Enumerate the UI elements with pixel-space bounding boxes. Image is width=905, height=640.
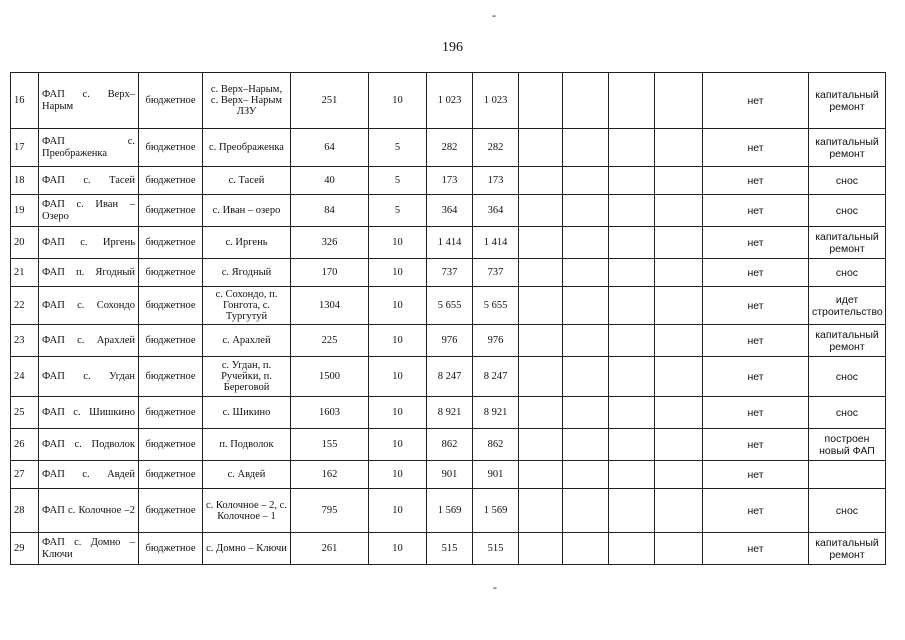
population: 40 [291, 167, 369, 195]
empty-cell [519, 489, 563, 533]
empty-cell [519, 259, 563, 287]
empty-cell [609, 357, 655, 397]
row-number: 28 [11, 489, 39, 533]
empty-cell [563, 357, 609, 397]
ownership-type: бюджетное [139, 489, 203, 533]
empty-cell [563, 195, 609, 227]
facility-name: ФАП п. Ягодный [39, 259, 139, 287]
service-area: с. Сохондо, п. Гонгота, с. Тургутуй [203, 287, 291, 325]
facility-name: ФАП с. Подволок [39, 429, 139, 461]
amount-1: 8 247 [427, 357, 473, 397]
empty-cell [609, 489, 655, 533]
empty-cell [609, 259, 655, 287]
empty-cell [655, 533, 703, 565]
population: 170 [291, 259, 369, 287]
table-row [11, 489, 886, 533]
empty-cell [609, 73, 655, 129]
coverage-value: 10 [369, 533, 427, 565]
amount-2: 976 [473, 325, 519, 357]
empty-cell [563, 325, 609, 357]
service-area: п. Подволок [203, 429, 291, 461]
coverage-value: 10 [369, 461, 427, 489]
empty-cell [563, 287, 609, 325]
service-area: с. Преображенка [203, 129, 291, 167]
empty-cell [609, 325, 655, 357]
amount-2: 364 [473, 195, 519, 227]
planned-action: капитальный ремонт [809, 129, 886, 167]
table-row [11, 533, 886, 565]
status: нет [703, 489, 809, 533]
planned-action: построен новый ФАП [809, 429, 886, 461]
status: нет [703, 227, 809, 259]
facility-name: ФАП с. Тасей [39, 167, 139, 195]
empty-cell [655, 167, 703, 195]
ownership-type: бюджетное [139, 429, 203, 461]
empty-cell [609, 287, 655, 325]
empty-cell [655, 195, 703, 227]
row-number: 16 [11, 73, 39, 129]
table-row [11, 357, 886, 397]
table-row [11, 167, 886, 195]
empty-cell [563, 533, 609, 565]
facility-name: ФАП с. Верх–Нарым [39, 73, 139, 129]
ownership-type: бюджетное [139, 325, 203, 357]
amount-2: 8 921 [473, 397, 519, 429]
bottom-mark: - [493, 580, 497, 594]
population: 251 [291, 73, 369, 129]
planned-action: капитальный ремонт [809, 533, 886, 565]
planned-action: снос [809, 195, 886, 227]
coverage-value: 5 [369, 195, 427, 227]
row-number: 17 [11, 129, 39, 167]
data-table [10, 72, 886, 565]
empty-cell [519, 129, 563, 167]
service-area: с. Шикино [203, 397, 291, 429]
planned-action: снос [809, 259, 886, 287]
empty-cell [563, 259, 609, 287]
coverage-value: 10 [369, 397, 427, 429]
coverage-value: 10 [369, 325, 427, 357]
facility-name: ФАП с. Авдей [39, 461, 139, 489]
amount-1: 862 [427, 429, 473, 461]
empty-cell [519, 195, 563, 227]
empty-cell [563, 429, 609, 461]
facility-name: ФАП с. Преображенка [39, 129, 139, 167]
amount-1: 901 [427, 461, 473, 489]
table-row [11, 429, 886, 461]
population: 162 [291, 461, 369, 489]
page-number: 196 [442, 40, 463, 55]
table-row [11, 325, 886, 357]
table-row [11, 287, 886, 325]
service-area: с. Тасей [203, 167, 291, 195]
empty-cell [655, 489, 703, 533]
empty-cell [519, 73, 563, 129]
status: нет [703, 195, 809, 227]
ownership-type: бюджетное [139, 357, 203, 397]
empty-cell [519, 287, 563, 325]
row-number: 25 [11, 397, 39, 429]
coverage-value: 10 [369, 259, 427, 287]
amount-1: 1 569 [427, 489, 473, 533]
planned-action: капитальный ремонт [809, 227, 886, 259]
empty-cell [563, 129, 609, 167]
empty-cell [519, 167, 563, 195]
planned-action [809, 461, 886, 489]
service-area: с. Колочное – 2, с. Колочное – 1 [203, 489, 291, 533]
amount-2: 173 [473, 167, 519, 195]
amount-2: 1 569 [473, 489, 519, 533]
empty-cell [519, 227, 563, 259]
status: нет [703, 429, 809, 461]
planned-action: идет строительство [809, 287, 886, 325]
population: 326 [291, 227, 369, 259]
empty-cell [655, 461, 703, 489]
empty-cell [655, 227, 703, 259]
empty-cell [563, 397, 609, 429]
empty-cell [609, 533, 655, 565]
status: нет [703, 129, 809, 167]
table-row [11, 129, 886, 167]
empty-cell [655, 429, 703, 461]
row-number: 23 [11, 325, 39, 357]
row-number: 29 [11, 533, 39, 565]
facility-name: ФАП с. Иван – Озеро [39, 195, 139, 227]
service-area: с. Арахлей [203, 325, 291, 357]
amount-1: 1 023 [427, 73, 473, 129]
status: нет [703, 287, 809, 325]
row-number: 26 [11, 429, 39, 461]
planned-action: снос [809, 489, 886, 533]
empty-cell [563, 489, 609, 533]
coverage-value: 5 [369, 129, 427, 167]
coverage-value: 10 [369, 357, 427, 397]
amount-2: 862 [473, 429, 519, 461]
amount-1: 8 921 [427, 397, 473, 429]
empty-cell [563, 461, 609, 489]
empty-cell [519, 429, 563, 461]
ownership-type: бюджетное [139, 167, 203, 195]
facility-name: ФАП с. Колочное –2 [39, 489, 139, 533]
service-area: с. Иргень [203, 227, 291, 259]
service-area: с. Угдан, п. Ручейки, п. Береговой [203, 357, 291, 397]
amount-1: 5 655 [427, 287, 473, 325]
empty-cell [609, 227, 655, 259]
table-row [11, 195, 886, 227]
status: нет [703, 461, 809, 489]
facility-name: ФАП с. Шишкино [39, 397, 139, 429]
service-area: с. Домно – Ключи [203, 533, 291, 565]
population: 1304 [291, 287, 369, 325]
row-number: 19 [11, 195, 39, 227]
amount-1: 1 414 [427, 227, 473, 259]
status: нет [703, 533, 809, 565]
facility-name: ФАП с. Иргень [39, 227, 139, 259]
amount-2: 5 655 [473, 287, 519, 325]
empty-cell [655, 73, 703, 129]
table-row [11, 397, 886, 429]
ownership-type: бюджетное [139, 397, 203, 429]
planned-action: капитальный ремонт [809, 73, 886, 129]
row-number: 24 [11, 357, 39, 397]
service-area: с. Иван – озеро [203, 195, 291, 227]
table-row [11, 259, 886, 287]
top-mark: - [492, 8, 496, 22]
facility-name: ФАП с. Арахлей [39, 325, 139, 357]
ownership-type: бюджетное [139, 195, 203, 227]
planned-action: снос [809, 397, 886, 429]
planned-action: снос [809, 167, 886, 195]
amount-1: 737 [427, 259, 473, 287]
ownership-type: бюджетное [139, 259, 203, 287]
empty-cell [655, 357, 703, 397]
service-area: с. Авдей [203, 461, 291, 489]
empty-cell [519, 533, 563, 565]
amount-2: 1 023 [473, 73, 519, 129]
coverage-value: 10 [369, 489, 427, 533]
ownership-type: бюджетное [139, 533, 203, 565]
ownership-type: бюджетное [139, 227, 203, 259]
population: 1603 [291, 397, 369, 429]
empty-cell [519, 325, 563, 357]
ownership-type: бюджетное [139, 73, 203, 129]
ownership-type: бюджетное [139, 461, 203, 489]
planned-action: снос [809, 357, 886, 397]
empty-cell [655, 287, 703, 325]
empty-cell [519, 397, 563, 429]
ownership-type: бюджетное [139, 287, 203, 325]
empty-cell [519, 357, 563, 397]
facility-name: ФАП с. Угдан [39, 357, 139, 397]
amount-1: 515 [427, 533, 473, 565]
amount-1: 282 [427, 129, 473, 167]
row-number: 22 [11, 287, 39, 325]
empty-cell [609, 397, 655, 429]
population: 84 [291, 195, 369, 227]
population: 261 [291, 533, 369, 565]
amount-2: 515 [473, 533, 519, 565]
coverage-value: 10 [369, 227, 427, 259]
row-number: 20 [11, 227, 39, 259]
service-area: с. Ягодный [203, 259, 291, 287]
status: нет [703, 357, 809, 397]
empty-cell [655, 397, 703, 429]
empty-cell [563, 73, 609, 129]
status: нет [703, 259, 809, 287]
empty-cell [609, 429, 655, 461]
population: 225 [291, 325, 369, 357]
service-area: с. Верх–Нарым, с. Верх– Нарым ЛЗУ [203, 73, 291, 129]
amount-1: 173 [427, 167, 473, 195]
coverage-value: 10 [369, 287, 427, 325]
amount-2: 1 414 [473, 227, 519, 259]
amount-2: 282 [473, 129, 519, 167]
empty-cell [563, 167, 609, 195]
empty-cell [655, 325, 703, 357]
status: нет [703, 167, 809, 195]
status: нет [703, 325, 809, 357]
amount-2: 737 [473, 259, 519, 287]
coverage-value: 5 [369, 167, 427, 195]
empty-cell [655, 259, 703, 287]
table-row [11, 461, 886, 489]
population: 1500 [291, 357, 369, 397]
planned-action: капитальный ремонт [809, 325, 886, 357]
coverage-value: 10 [369, 429, 427, 461]
row-number: 18 [11, 167, 39, 195]
empty-cell [519, 461, 563, 489]
amount-2: 901 [473, 461, 519, 489]
amount-2: 8 247 [473, 357, 519, 397]
empty-cell [609, 461, 655, 489]
row-number: 21 [11, 259, 39, 287]
coverage-value: 10 [369, 73, 427, 129]
empty-cell [563, 227, 609, 259]
table-row [11, 227, 886, 259]
status: нет [703, 397, 809, 429]
empty-cell [609, 129, 655, 167]
status: нет [703, 73, 809, 129]
facility-name: ФАП с. Домно – Ключи [39, 533, 139, 565]
ownership-type: бюджетное [139, 129, 203, 167]
population: 64 [291, 129, 369, 167]
empty-cell [609, 167, 655, 195]
population: 795 [291, 489, 369, 533]
amount-1: 976 [427, 325, 473, 357]
population: 155 [291, 429, 369, 461]
table-row [11, 73, 886, 129]
empty-cell [609, 195, 655, 227]
empty-cell [655, 129, 703, 167]
row-number: 27 [11, 461, 39, 489]
facility-name: ФАП с. Сохондо [39, 287, 139, 325]
amount-1: 364 [427, 195, 473, 227]
